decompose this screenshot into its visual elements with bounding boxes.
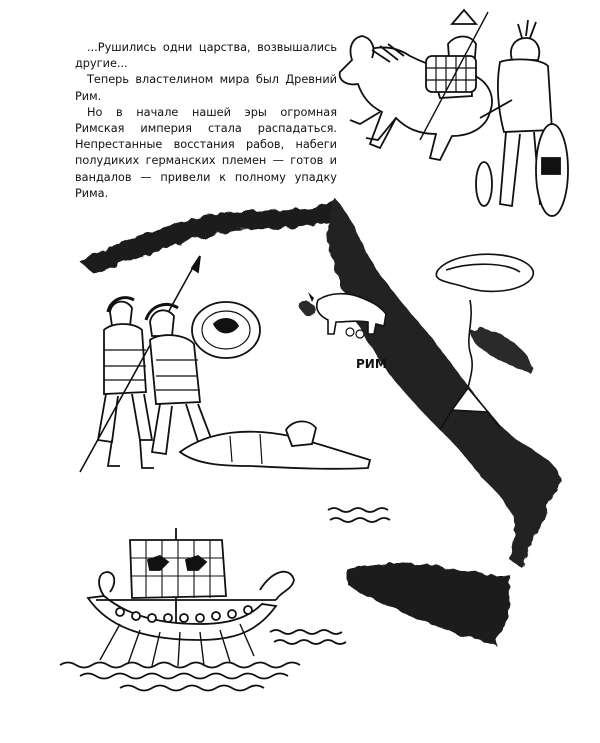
rome-label: РИМ <box>356 357 387 371</box>
paragraph-1: ...Рушились одни царства, возвышались другие... <box>75 41 337 71</box>
roman-soldiers <box>80 256 370 472</box>
paragraph-3: Но в начале нашей эры огромная Римская империя стала распадаться. Непрестанные восстания рабов, набеги полудиких германских племен — готов и вандалов — привели к полному упадку Рима. <box>75 105 337 200</box>
barbarian-horseman <box>340 10 568 216</box>
roman-galley <box>88 528 294 666</box>
paragraph-2: Теперь властелином мира был Древний Рим. <box>75 73 337 103</box>
